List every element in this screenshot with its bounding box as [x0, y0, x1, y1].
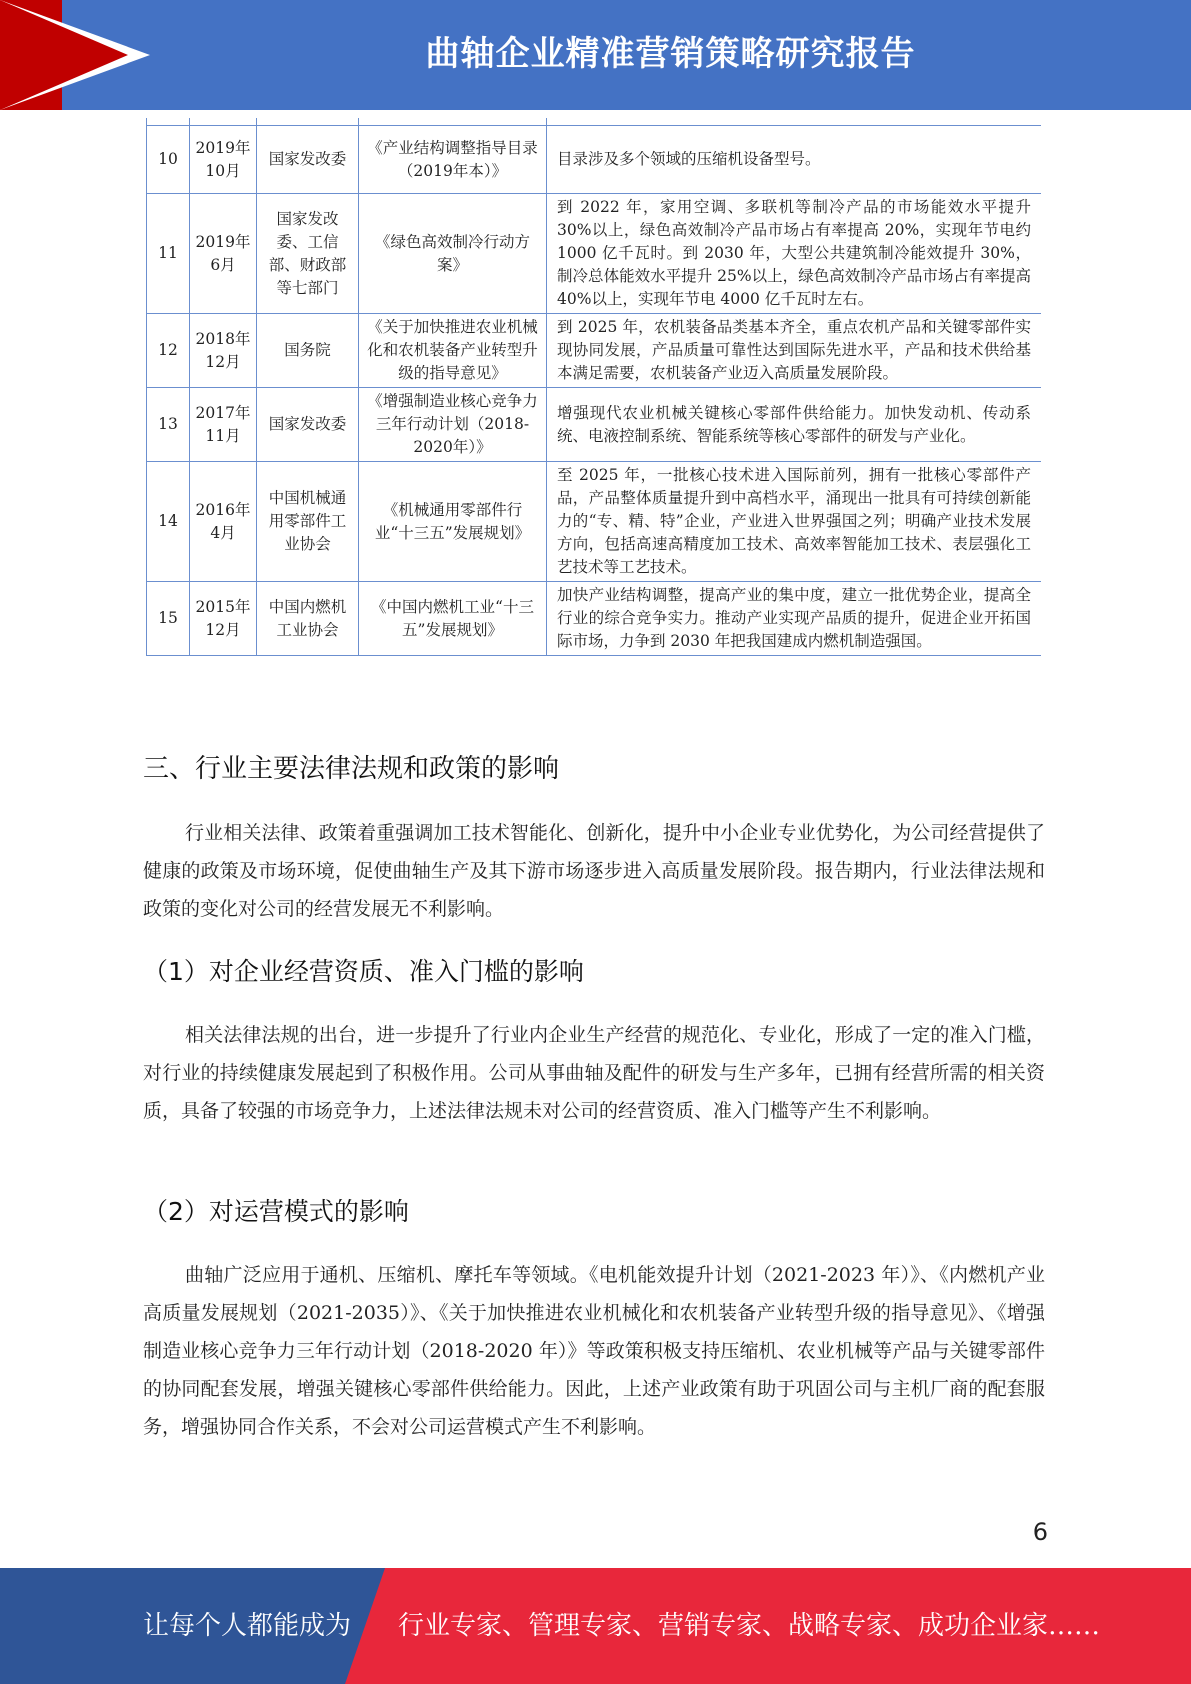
footer-slogan-left: 让每个人都能成为 [143, 1611, 352, 1641]
table-row-cut [147, 118, 1042, 126]
row-document: 《绿色高效制冷行动方案》 [359, 194, 547, 314]
table-row [147, 314, 1042, 388]
row-document: 《中国内燃机工业“十三五”发展规划》 [359, 582, 547, 656]
policy-table-container [146, 118, 1041, 714]
row-document: 《关于加快推进农业机械化和农机装备产业转型升级的指导意见》 [359, 314, 547, 388]
row-number: 12 [147, 314, 190, 388]
subsection-heading-2: （2）对运营模式的影响 [143, 1197, 409, 1226]
footer-slogan-right: 行业专家、管理专家、营销专家、战略专家、成功企业家…… [398, 1611, 1101, 1641]
row-issuer: 中国内燃机工业协会 [257, 582, 359, 656]
row-issuer: 中国机械通用零部件工业协会 [257, 462, 359, 582]
page-footer [0, 1568, 1191, 1684]
row-date: 2015年12月 [190, 582, 257, 656]
header-arrow-red [0, 0, 128, 110]
row-content: 至 2025 年，一批核心技术进入国际前列，拥有一批核心零部件产品，产品整体质量提升到中高档水平，涌现出一批具有可持续创新能力的“专、精、特”企业，产业进入世界强国之列；明确产业技术发展方向，包括高速高精度加工技术、高效率智能加工技术、表层强化工艺技术等工艺技术。 [547, 462, 1042, 582]
page-header [0, 0, 1191, 110]
table-row [147, 388, 1042, 462]
row-number: 15 [147, 582, 190, 656]
row-issuer: 国家发改委 [257, 388, 359, 462]
row-number: 10 [147, 126, 190, 194]
row-content: 目录涉及多个领域的压缩机设备型号。 [547, 126, 1042, 194]
table-row [147, 194, 1042, 314]
subsection-paragraph-2: 曲轴广泛应用于通机、压缩机、摩托车等领域。《电机能效提升计划（2021-2023 年）》、《内燃机产业高质量发展规划（2021-2035）》、《关于加快推进农业机械化和农机装备产业转型升级的指导意见》、《增强制造业核心竞争力三年行动计划（2018-2020 年）》等政策积极支持压缩机、农业机械等产品与关键零部件的协同配套发展，增强关键核心零部件供给能力。因此，上述产业政策有助于巩固公司与主机厂商的配套服务，增强协同合作关系，不会对公司运营模式产生不利影响。 [143, 1264, 1045, 1438]
row-date: 2016年4月 [190, 462, 257, 582]
table-row [147, 462, 1042, 582]
row-content: 加快产业结构调整，提高产业的集中度，建立一批优势企业，提高全行业的综合竞争实力。推动产业实现产品质的提升，促进企业开拓国际市场，力争到 2030 年把我国建成内燃机制造强国。 [547, 582, 1042, 656]
row-issuer: 国务院 [257, 314, 359, 388]
row-number: 11 [147, 194, 190, 314]
row-document: 《机械通用零部件行业“十三五”发展规划》 [359, 462, 547, 582]
subsection-paragraph-1: 相关法律法规的出台，进一步提升了行业内企业生产经营的规范化、专业化，形成了一定的准入门槛，对行业的持续健康发展起到了积极作用。公司从事曲轴及配件的研发与生产多年，已拥有经营所需的相关资质，具备了较强的市场竞争力，上述法律法规未对公司的经营资质、准入门槛等产生不利影响。 [143, 1024, 1045, 1122]
section-paragraph: 行业相关法律、政策着重强调加工技术智能化、创新化，提升中小企业专业优势化，为公司经营提供了健康的政策及市场环境，促使曲轴生产及其下游市场逐步进入高质量发展阶段。报告期内，行业法律法规和政策的变化对公司的经营发展无不利影响。 [143, 822, 1045, 920]
row-date: 2019年6月 [190, 194, 257, 314]
row-content: 增强现代农业机械关键核心零部件供给能力。加快发动机、传动系统、电液控制系统、智能系统等核心零部件的研发与产业化。 [547, 388, 1042, 462]
report-title: 曲轴企业精准营销策略研究报告 [425, 34, 916, 74]
table-row [147, 126, 1042, 194]
row-content: 到 2022 年，家用空调、多联机等制冷产品的市场能效水平提升 30%以上，绿色高效制冷产品市场占有率提高 20%，实现年节电约 1000 亿千瓦时。到 2030 年，大型公共建筑制冷能效提升 30%，制冷总体能效水平提升 25%以上，绿色高效制冷产品市场占有率提高 40%以上，实现年节电 4000 亿千瓦时左右。 [547, 194, 1042, 314]
table-row [147, 582, 1042, 656]
row-issuer: 国家发改委、工信部、财政部等七部门 [257, 194, 359, 314]
subsection-heading-1: （1）对企业经营资质、准入门槛的影响 [143, 957, 584, 986]
row-number: 14 [147, 462, 190, 582]
row-number: 13 [147, 388, 190, 462]
row-date: 2018年12月 [190, 314, 257, 388]
row-document: 《增强制造业核心竞争力三年行动计划（2018-2020年）》 [359, 388, 547, 462]
row-content: 到 2025 年，农机装备品类基本齐全，重点农机产品和关键零部件实现协同发展，产品质量可靠性达到国际先进水平，产品和技术供给基本满足需要，农机装备产业迈入高质量发展阶段。 [547, 314, 1042, 388]
policy-table [146, 118, 1041, 656]
row-date: 2019年10月 [190, 126, 257, 194]
row-date: 2017年11月 [190, 388, 257, 462]
row-document: 《产业结构调整指导目录（2019年本）》 [359, 126, 547, 194]
page-number: 6 [1032, 1518, 1048, 1546]
row-issuer: 国家发改委 [257, 126, 359, 194]
section-heading: 三、行业主要法律法规和政策的影响 [143, 754, 560, 784]
